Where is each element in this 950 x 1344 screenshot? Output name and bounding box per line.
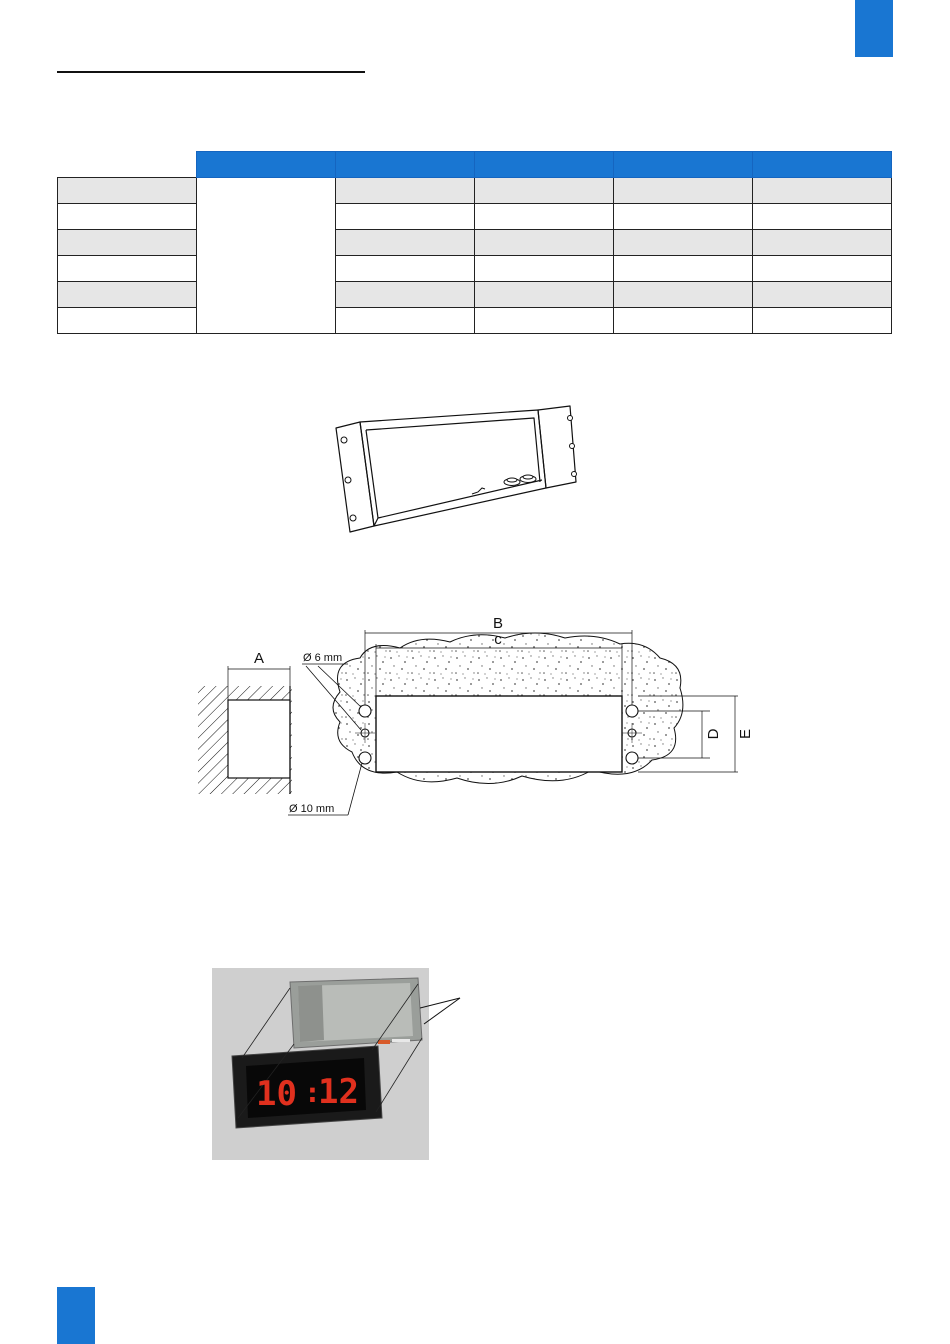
clock-hours: 10 [256,1074,297,1114]
row-label-cell [58,178,197,204]
table-header-corner [58,152,197,178]
table-cell [753,178,892,204]
dimension-label-b: B [492,615,504,632]
row-label-cell [58,256,197,282]
table-cell [336,256,475,282]
table-row [58,204,892,230]
row-label-cell [58,230,197,256]
table-cell [753,204,892,230]
wall-cutout-drawing [190,610,760,835]
table-cell [614,204,753,230]
large-hole-label: Ø 10 mm [289,803,335,815]
dimension-table [57,151,892,334]
table-header-row [58,152,892,178]
row-label-cell [58,204,197,230]
section-title-rule [57,71,365,73]
mounting-box-drawing [320,400,590,545]
merged-column-cell [197,178,336,334]
table-cell [614,178,753,204]
table-header-cell [753,152,892,178]
dimension-label-d: D [705,728,722,740]
table-cell [336,230,475,256]
table-cell [475,178,614,204]
page-tab-marker-top [855,0,893,57]
table-header-cell [614,152,753,178]
clock-mounting-photo [212,968,429,1160]
dimension-label-a: A [253,650,265,667]
table-cell [614,308,753,334]
table-cell [475,230,614,256]
table-cell [753,308,892,334]
table-cell [475,308,614,334]
table-cell [475,204,614,230]
table-cell [614,256,753,282]
table-row [58,282,892,308]
table-cell [336,282,475,308]
row-label-cell [58,282,197,308]
dimension-label-c: c [494,631,502,648]
page-tab-marker-bottom [57,1287,95,1344]
table-row [58,308,892,334]
table-cell [614,282,753,308]
mounting-screw-callout [420,990,480,1030]
table-cell [475,256,614,282]
small-hole-label: Ø 6 mm [303,652,343,664]
table-row [58,178,892,204]
table-cell [336,308,475,334]
table-cell [336,178,475,204]
table-cell [614,230,753,256]
table-cell [753,230,892,256]
table-cell [753,282,892,308]
clock-colon: : [304,1076,321,1109]
table-cell [475,282,614,308]
table-header-cell [197,152,336,178]
dimension-label-e: E [737,728,754,740]
wall-section-view [198,650,292,794]
table-row [58,256,892,282]
clock-minutes: 12 [318,1072,359,1112]
table-header-cell [475,152,614,178]
table-cell [753,256,892,282]
cutout-opening [376,696,622,772]
table-cell [336,204,475,230]
table-row [58,230,892,256]
row-label-cell [58,308,197,334]
table-header-cell [336,152,475,178]
